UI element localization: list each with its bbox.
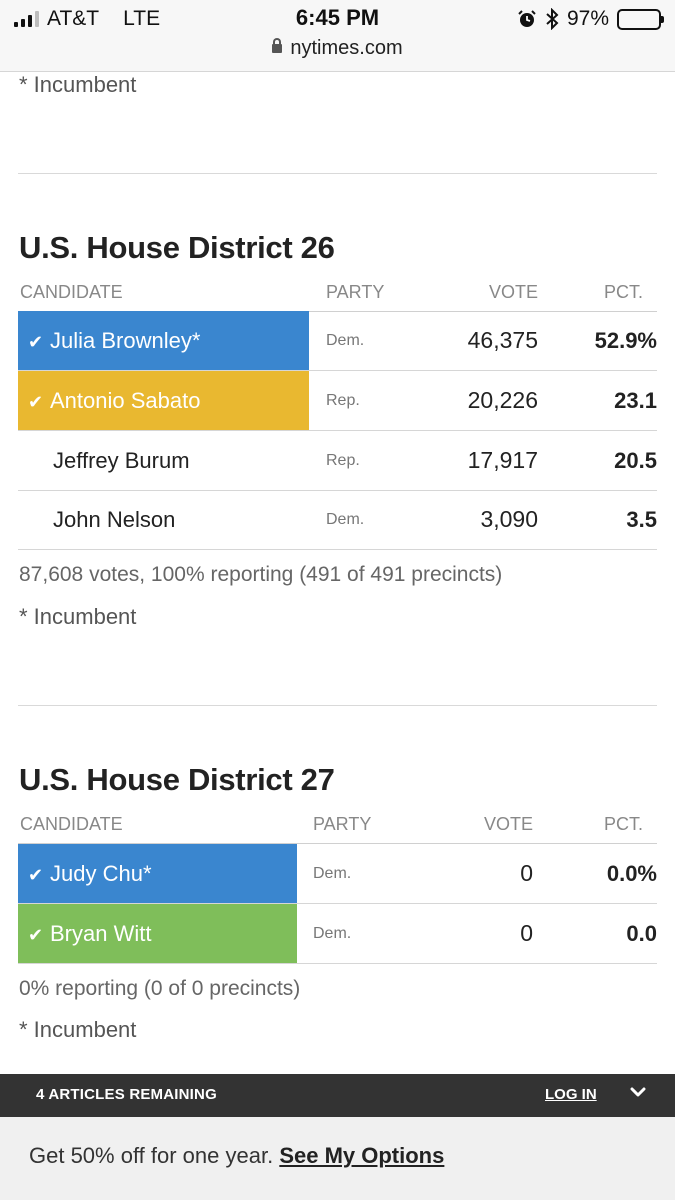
party-cell: Dem.: [326, 332, 365, 349]
candidate-name: Judy Chu*: [50, 861, 152, 886]
carrier-label: AT&T: [47, 7, 100, 30]
section-divider: [18, 173, 657, 174]
lock-icon: [272, 44, 282, 53]
header-candidate: CANDIDATE: [20, 282, 123, 302]
incumbent-note: * Incumbent: [19, 72, 137, 97]
candidate-name: Bryan Witt: [50, 921, 152, 946]
articles-remaining: 4 ARTICLES REMAINING: [36, 1086, 217, 1103]
party-cell: Dem.: [326, 511, 365, 528]
check-icon: ✔: [28, 865, 44, 885]
incumbent-note: * Incumbent: [19, 1017, 137, 1042]
reporting-status: 0% reporting (0 of 0 precincts): [19, 977, 301, 1000]
race-title: U.S. House District 26: [19, 230, 335, 265]
see-options-link[interactable]: See My Options: [279, 1143, 445, 1168]
check-icon: ✔: [28, 392, 44, 412]
battery-icon: [617, 9, 661, 30]
status-right: [517, 7, 661, 31]
pct-cell: 23.1: [614, 388, 657, 413]
offer-text-line: [29, 1143, 444, 1169]
candidate-cell: [18, 844, 297, 903]
network-label: LTE: [123, 7, 161, 30]
candidate-name: John Nelson: [53, 507, 176, 532]
table-row: [18, 904, 657, 964]
party-cell: Dem.: [313, 865, 352, 882]
table-row: [18, 490, 657, 550]
pct-cell: 20.5: [614, 448, 657, 473]
candidate-cell: [18, 490, 309, 549]
candidate-cell: [18, 371, 309, 430]
header-candidate: CANDIDATE: [20, 814, 123, 834]
login-link[interactable]: LOG IN: [545, 1086, 597, 1103]
header-party: PARTY: [313, 814, 372, 834]
vote-cell: 0: [520, 920, 533, 946]
candidate-name: Julia Brownley*: [50, 328, 201, 353]
header-vote: VOTE: [488, 282, 538, 302]
reporting-status: 87,608 votes, 100% reporting (491 of 491 precincts): [19, 563, 503, 586]
pct-cell: 3.5: [626, 507, 657, 532]
party-cell: Rep.: [326, 392, 360, 409]
header-vote: VOTE: [483, 814, 533, 834]
table-row: [18, 311, 657, 371]
incumbent-note: * Incumbent: [19, 604, 137, 629]
alarm-icon: [517, 9, 537, 29]
party-cell: Rep.: [326, 452, 360, 469]
status-bar: [0, 0, 675, 72]
url-text: nytimes.com: [290, 37, 403, 59]
vote-cell: 17,917: [467, 447, 538, 473]
table-row: [18, 431, 657, 491]
candidate-name: Jeffrey Burum: [53, 448, 190, 473]
header-pct: PCT.: [603, 282, 643, 302]
section-divider: [18, 705, 657, 706]
candidate-name: Antonio Sabato: [50, 388, 201, 413]
header-party: PARTY: [326, 282, 385, 302]
check-icon: ✔: [28, 332, 44, 352]
battery-percent: 97%: [566, 7, 609, 30]
clock: 6:45 PM: [295, 5, 380, 30]
header-pct: PCT.: [603, 814, 643, 834]
candidate-cell: [18, 904, 297, 963]
pct-cell: 0.0: [626, 921, 657, 946]
vote-cell: 20,226: [467, 387, 538, 413]
vote-cell: 46,375: [467, 327, 538, 353]
candidate-cell: [18, 311, 309, 370]
check-icon: ✔: [28, 925, 44, 945]
table-header: [18, 272, 657, 312]
bluetooth-icon: [545, 8, 559, 30]
subscription-offer: [0, 1117, 675, 1200]
table-header: [18, 804, 657, 844]
race-title: U.S. House District 27: [19, 762, 335, 797]
vote-cell: 0: [520, 860, 533, 886]
paywall-bar: [0, 1074, 675, 1117]
table-row: [18, 371, 657, 431]
candidate-cell: [18, 431, 309, 490]
address-bar[interactable]: [0, 37, 675, 60]
chevron-down-icon[interactable]: [629, 1083, 647, 1101]
offer-text: Get 50% off for one year.: [29, 1143, 274, 1168]
pct-cell: 52.9%: [594, 328, 657, 353]
table-row: [18, 844, 657, 904]
party-cell: Dem.: [313, 925, 352, 942]
pct-cell: 0.0%: [606, 861, 657, 886]
vote-cell: 3,090: [480, 506, 538, 532]
